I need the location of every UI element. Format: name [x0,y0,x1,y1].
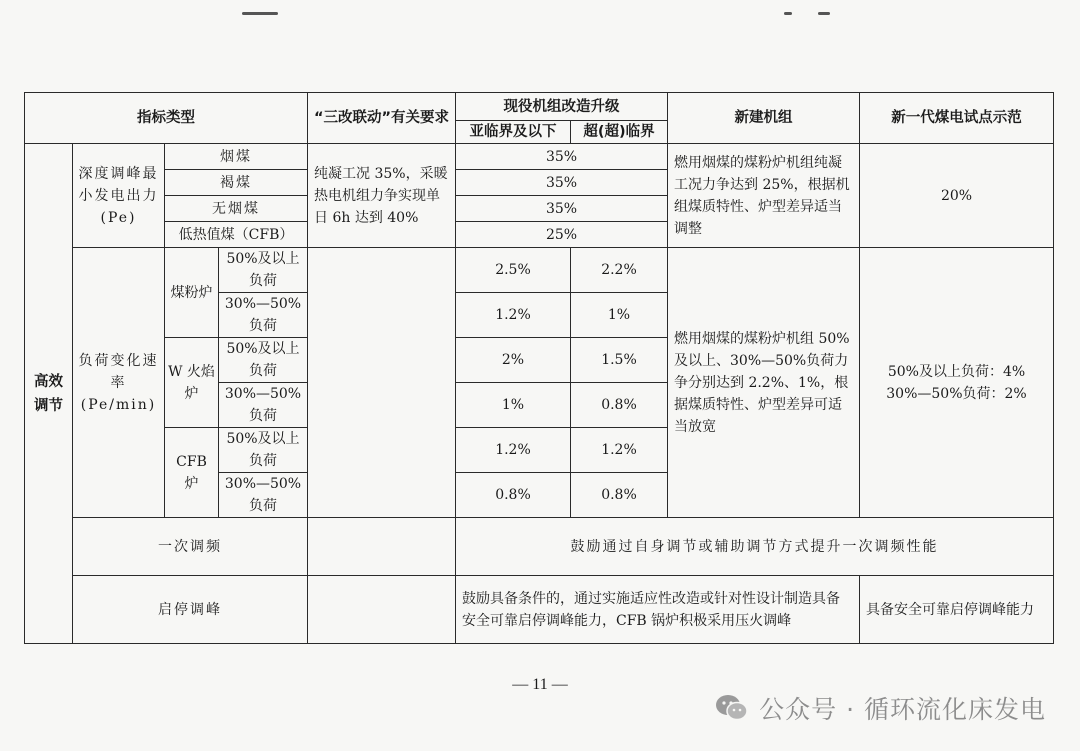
fuel-name: 褐煤 [165,170,308,196]
start-stop-requirement [308,576,456,644]
load-rate-new-units: 燃用烟煤的煤粉炉机组 50%及以上、30%—50%负荷力争分别达到 2.2%、1%，根据煤质特性、炉型差异可适当放宽 [668,248,860,518]
scan-artifact [784,12,792,15]
start-stop-label: 启停调峰 [73,576,308,644]
start-stop-text: 鼓励具备条件的，通过实施适应性改造或针对性设计制造具备安全可靠启停调峰能力，CFB 锅炉积极采用压火调峰 [456,576,860,644]
header-new-gen-demo: 新一代煤电试点示范 [860,93,1054,144]
subcritical-value: 2.5% [456,248,571,293]
demo-line: 50%及以上负荷：4% [887,363,1026,380]
header-three-reform: “三改联动”有关要求 [308,93,456,144]
subcritical-value: 2% [456,338,571,383]
fuel-value: 35% [456,196,668,222]
load-rate-label: 负荷变化速率(Pe/min) [73,248,165,518]
furnace-name: 煤粉炉 [165,248,219,338]
category-label: 高效调节 [25,144,73,644]
subcritical-value: 1% [456,383,571,428]
min-output-demo: 20% [860,144,1054,248]
load-rate-requirement [308,248,456,518]
header-supercritical: 超(超)临界 [571,121,668,144]
primary-freq-text: 鼓励通过自身调节或辅助调节方式提升一次调频性能 [456,518,1054,576]
watermark [715,690,1046,726]
fuel-value: 35% [456,170,668,196]
primary-freq-requirement [308,518,456,576]
supercritical-value: 1% [571,293,668,338]
scan-artifact [242,12,278,15]
primary-freq-label: 一次调频 [73,518,308,576]
watermark-text: 公众号 · 循环流化床发电 [759,695,1046,724]
load-level: 30%—50%负荷 [219,473,308,518]
wechat-icon [715,693,749,723]
furnace-name: W 火焰炉 [165,338,219,428]
subcritical-value: 1.2% [456,428,571,473]
subcritical-value: 0.8% [456,473,571,518]
min-output-requirement: 纯凝工况 35%，采暖热电机组力争实现单日 6h 达到 40% [308,144,456,248]
page-number: — 11 — [512,676,568,693]
indicator-table [24,92,1054,644]
fuel-name: 低热值煤（CFB） [165,222,308,248]
fuel-value: 35% [456,144,668,170]
fuel-name: 烟煤 [165,144,308,170]
header-subcritical: 亚临界及以下 [456,121,571,144]
scan-artifact [818,12,830,15]
start-stop-demo: 具备安全可靠启停调峰能力 [860,576,1054,644]
load-level: 30%—50%负荷 [219,383,308,428]
header-existing-units: 现役机组改造升级 [456,93,668,121]
load-level: 50%及以上负荷 [219,338,308,383]
supercritical-value: 0.8% [571,383,668,428]
supercritical-value: 0.8% [571,473,668,518]
fuel-name: 无烟煤 [165,196,308,222]
furnace-name: CFB 炉 [165,428,219,518]
min-output-new-units: 燃用烟煤的煤粉炉机组纯凝工况力争达到 25%，根据机组煤质特性、炉型差异适当调整 [668,144,860,248]
demo-line: 30%—50%负荷：2% [886,385,1027,402]
supercritical-value: 2.2% [571,248,668,293]
supercritical-value: 1.2% [571,428,668,473]
supercritical-value: 1.5% [571,338,668,383]
load-level: 50%及以上负荷 [219,428,308,473]
header-indicator-type: 指标类型 [25,93,308,144]
subcritical-value: 1.2% [456,293,571,338]
header-new-units: 新建机组 [668,93,860,144]
load-level: 50%及以上负荷 [219,248,308,293]
min-output-label: 深度调峰最小发电出力(Pe) [73,144,165,248]
fuel-value: 25% [456,222,668,248]
load-rate-demo [860,248,1054,518]
load-level: 30%—50%负荷 [219,293,308,338]
